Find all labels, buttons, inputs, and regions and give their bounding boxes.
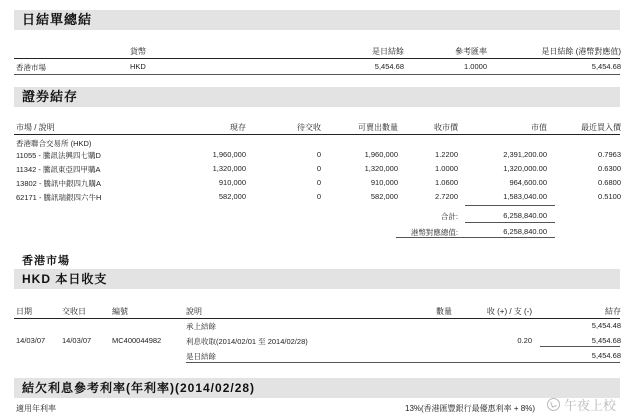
summary-balance: 5,454.68 — [374, 62, 404, 71]
holdings-header-pending: 待交收 — [297, 123, 321, 132]
circle-check-icon — [547, 398, 560, 411]
holding-value: 1,320,000.00 — [503, 164, 547, 173]
watermark — [547, 395, 616, 414]
divider — [465, 222, 555, 223]
cash-row-balance: 5,454.68 — [591, 336, 621, 345]
holding-desc: 11055 - 騰訊法興四七購D — [16, 151, 101, 160]
holding-value: 2,391,200.00 — [503, 150, 547, 159]
holding-desc: 13802 - 騰訊中銀四九購A — [16, 179, 102, 188]
watermark-text: 午夜上校 — [563, 398, 616, 413]
hk-market-title: 香港市場 — [22, 255, 70, 267]
holdings-header-sellable: 可賣出數量 — [358, 123, 398, 132]
holding-close: 1.0000 — [435, 164, 458, 173]
holding-desc: 11342 - 騰訊東亞四甲購A — [16, 165, 101, 174]
summary-section-header — [14, 10, 620, 30]
holding-sellable: 582,000 — [370, 192, 398, 201]
cash-row-in-out: 0.20 — [517, 336, 532, 345]
holding-sellable: 910,000 — [370, 178, 398, 187]
cash-header-qty: 數量 — [436, 307, 452, 316]
cash-header-settle-date: 交收日 — [62, 307, 86, 316]
summary-hkd-balance: 5,454.68 — [591, 62, 621, 71]
holding-value: 1,583,040.00 — [503, 192, 547, 201]
cash-header-ref: 編號 — [112, 307, 128, 316]
holding-desc: 62171 - 騰訊瑞銀四六牛H — [16, 193, 102, 202]
holding-close: 1.0600 — [435, 178, 458, 187]
hkd-cash-section-header — [14, 269, 620, 289]
holding-stock: 910,000 — [218, 178, 246, 187]
holdings-title: 證券結存 — [22, 89, 79, 104]
divider — [14, 58, 620, 59]
divider — [14, 318, 620, 319]
summary-header-hkd-balance: 是日結餘 (港幣對應值) — [541, 47, 621, 56]
divider — [186, 362, 620, 363]
holding-last-buy: 0.6300 — [598, 164, 621, 173]
holdings-hkd-total-value: 6,258,840.00 — [503, 227, 547, 236]
cash-row-desc: 是日結餘 — [186, 352, 216, 361]
holding-close: 2.7200 — [435, 192, 458, 201]
cash-header-in-out: 收 (+) / 支 (-) — [486, 307, 532, 316]
holding-value: 964,600.00 — [509, 178, 547, 187]
cash-row-ref: MC400044982 — [112, 336, 162, 345]
holdings-header-close: 收市價 — [434, 123, 458, 132]
summary-market: 香港市場 — [16, 63, 46, 72]
summary-header-balance: 是日結餘 — [372, 47, 404, 56]
summary-header-currency: 貨幣 — [130, 47, 146, 56]
cash-row-desc: 利息收取(2014/02/01 至 2014/02/28) — [186, 337, 308, 346]
divider — [465, 205, 555, 206]
holdings-hkd-total-label: 港幣對應總值: — [410, 228, 458, 237]
holding-pending: 0 — [316, 150, 321, 159]
divider — [14, 74, 620, 75]
cash-row-balance: 5,454.48 — [591, 321, 621, 330]
holding-stock: 1,960,000 — [212, 150, 246, 159]
holding-pending: 0 — [316, 192, 321, 201]
holdings-header-stock: 現存 — [230, 123, 246, 132]
divider — [540, 346, 620, 347]
cash-header-date: 日期 — [16, 307, 32, 316]
holding-last-buy: 0.5100 — [598, 192, 621, 201]
cash-row-date: 14/03/07 — [16, 336, 46, 345]
holding-close: 1.2200 — [435, 150, 458, 159]
holding-stock: 1,320,000 — [212, 164, 246, 173]
holdings-exchange: 香港聯合交易所 (HKD) — [16, 139, 92, 148]
interest-label: 適用年利率 — [16, 404, 56, 413]
cash-header-balance: 結存 — [605, 307, 621, 316]
holding-stock: 582,000 — [218, 192, 246, 201]
holdings-total-label: 合計: — [440, 212, 458, 221]
holding-last-buy: 0.7963 — [598, 150, 621, 159]
summary-currency: HKD — [130, 62, 146, 71]
holding-pending: 0 — [316, 164, 321, 173]
holding-pending: 0 — [316, 178, 321, 187]
cash-header-desc: 說明 — [186, 307, 202, 316]
summary-rate: 1.0000 — [464, 62, 487, 71]
holding-sellable: 1,960,000 — [364, 150, 398, 159]
holding-sellable: 1,320,000 — [364, 164, 398, 173]
holdings-header-value: 市值 — [531, 123, 547, 132]
divider — [14, 134, 620, 135]
hkd-cash-title: HKD 本日收支 — [22, 272, 108, 286]
summary-header-rate: 參考匯率 — [455, 47, 487, 56]
holdings-header-market: 市場 / 說明 — [16, 123, 55, 132]
holdings-total-value: 6,258,840.00 — [503, 211, 547, 220]
holdings-header-last-buy: 最近買入價 — [581, 123, 621, 132]
cash-row-balance: 5,454.68 — [591, 351, 621, 360]
holding-last-buy: 0.6800 — [598, 178, 621, 187]
divider — [396, 237, 555, 238]
summary-title: 日結單總結 — [22, 12, 93, 27]
cash-row-settle-date: 14/03/07 — [62, 336, 92, 345]
interest-title: 結欠利息參考利率(年利率)(2014/02/28) — [22, 381, 256, 395]
holdings-section-header — [14, 87, 620, 107]
interest-section-header — [14, 378, 620, 398]
interest-value: 13%(香港匯豐銀行最優惠利率 + 8%) — [405, 404, 536, 413]
cash-row-desc: 承上結餘 — [186, 322, 216, 331]
